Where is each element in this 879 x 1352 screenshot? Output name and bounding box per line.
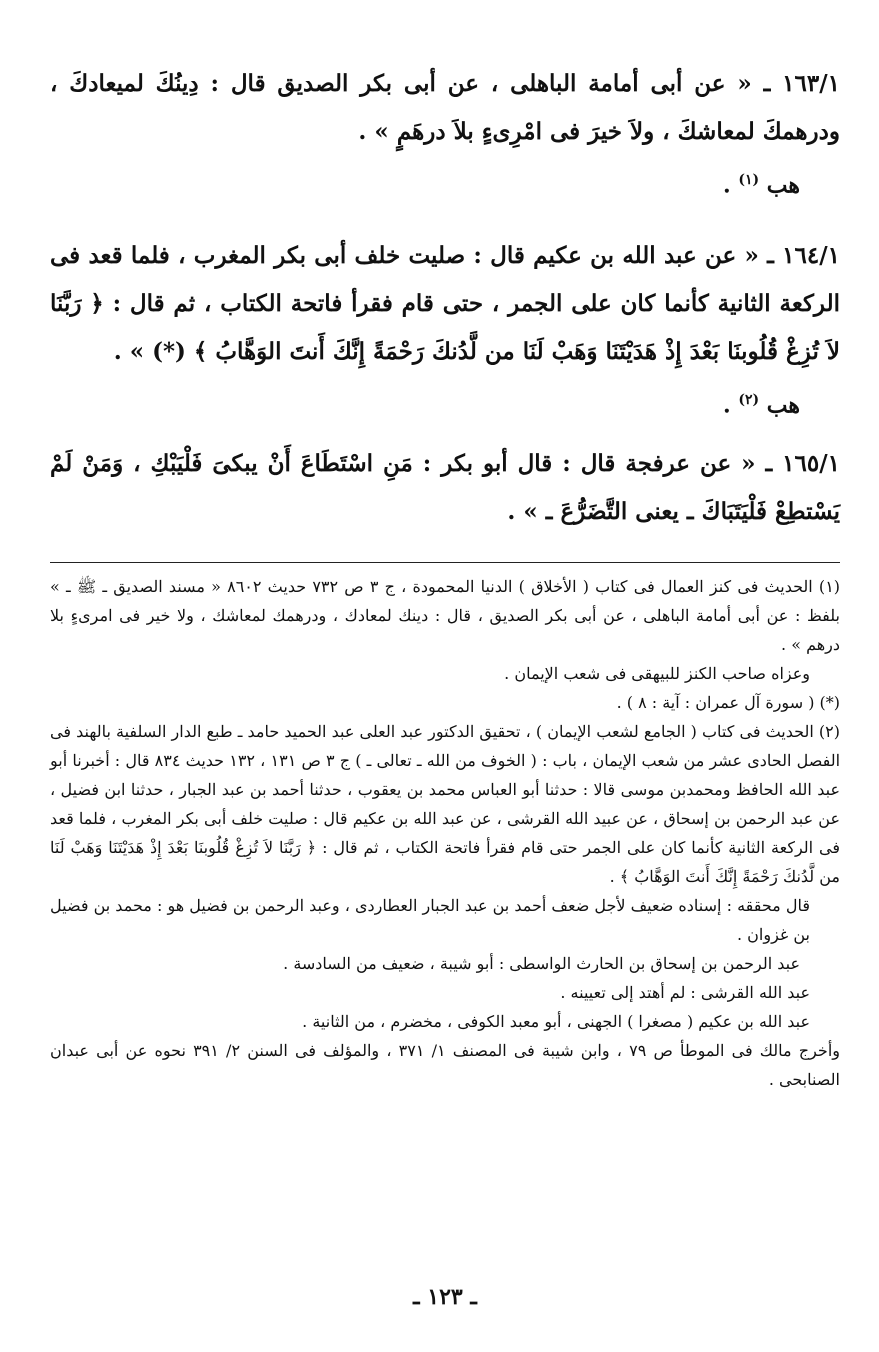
hadith-163 (50, 60, 840, 209)
footnote-1: (١) الحديث فى كنز العمال فى كتاب ( الأخلاق ) الدنيا المحمودة ، ج ٣ ص ٧٣٢ حديث ٨٦٠٢ « مسند الصديق ـ ﷺ ـ » بلفظ : عن أبى أمامة الباهلى ، عن أبى بكر الصديق ، قال : دينك لمعادك ، ودرهمك لمعاشك ، ولا خير فى امرىءٍ بلا درهم » . (50, 577, 841, 654)
footnote-divider (50, 562, 840, 563)
footnote-2-takhrij: وأخرج مالك فى الموطأ ص ٧٩ ، وابن شيبة فى المصنف ١/ ٣٧١ ، والمؤلف فى السنن ٢/ ٣٩١ نحوه عن أبى عبدان الصنابحى . (50, 1041, 840, 1089)
source-abbrev: هب (766, 172, 800, 199)
hadith-source: هب $^{(١)}$ . (723, 172, 800, 199)
footnote-star: (*) ( سورة آل عمران : آية : ٨ ) . (616, 693, 840, 712)
footnote-2: (٢) الحديث فى كتاب ( الجامع لشعب الإيمان ) ، تحقيق الدكتور عبد العلى عبد الحميد حامد ـ طبع الدار السلفية بالهند فى الفصل الحادى عشر من شعب الإيمان ، باب : ( الخوف من الله ـ تعالى ـ ) ج ٣ ص ١٣١ ، ١٣٢ حديث ٨٣٤ قال : أخبرنا أبو عبد الله الحافظ ومحمدبن موسى قالا : حدثنا أبو العباس محمد بن يعقوب ، حدثنا أحمد بن عبد الجبار ، حدثنا ابن فضيل ، عن عبد الرحمن بن إسحاق ، عن عبيد الله القرشى ، عن عبد الله بن عكيم قال : صليت خلف أبى بكر المغرب ، فلما قعد فى الركعة الثانية كأنما كان على الجمر حتى قام فقرأ فاتحة الكتاب ، ثم قال : ﴿ رَبَّنَا لاَ تُزِغْ قُلُوبنَا بَعْدَ إِذْ هَدَيْتَنَا وَهَبْ لَنَا من لَّدُنكَ رَحْمَةً إِنَّكَ أَنتَ الوَهَّابُ ﴾ . (50, 722, 841, 886)
footnote-ref: (٢) (738, 392, 760, 408)
hadith-source: هب $^{(٢)}$ . (723, 392, 800, 419)
hadith-165 (50, 440, 840, 536)
footnote-2-isnad: قال محققه : إسناده ضعيف لأجل ضعف أحمد بن عبد الجبار العطاردى ، وعبد الرحمن بن فضيل هو : محمد بن فضيل بن غزوان . (50, 896, 810, 944)
narrator-note: عبد الرحمن بن إسحاق بن الحارث الواسطى : أبو شيبة ، ضعيف من السادسة . (283, 954, 800, 973)
source-abbrev: هب (766, 392, 800, 419)
narrator-note: عبد الله بن عكيم ( مصغرا ) الجهنى ، أبو معبد الكوفى ، مخضرم ، من الثانية . (302, 1012, 810, 1031)
footnote-ref: (١) (738, 172, 760, 188)
hadith-text: ١٦٤/١ ـ « عن عبد الله بن عكيم قال : صليت خلف أبى بكر المغرب ، فلما قعد فى الركعة الثانية كأنما كان على الجمر ، حتى قام فقرأ فاتحة الكتاب ، ثم قال : ﴿ رَبَّنَا لاَ تُزِغْ قُلُوبنَا بَعْدَ إِذْ هَدَيْتَنَا وَهَبْ لَنَا من لَّدُنكَ رَحْمَةً إِنَّكَ أَنتَ الوَهَّابُ ﴾ (*) » . (50, 242, 840, 365)
footnote-1-attribution: وعزاه صاحب الكنز للبيهقى فى شعب الإيمان . (504, 664, 810, 683)
hadith-text: ١٦٣/١ ـ « عن أبى أمامة الباهلى ، عن أبى بكر الصديق قال : دِينُكَ لميعادكَ ، ودرهمكَ لمعاشكَ ، ولاَ خيرَ فى امْرِىءٍ بلاَ درهَمٍ » . (50, 70, 840, 145)
document-page (50, 50, 840, 1320)
hadith-text: ١٦٥/١ ـ « عن عرفجة قال : قال أبو بكر : مَنِ اسْتَطَاعَ أَنْ يبكىَ فَلْيَبْكِ ، وَمَنْ لَمْ يَسْتطِعْ فَلْيَتَبَاكَ ـ يعنى التَّضَرُّعَ ـ » . (50, 450, 840, 525)
footnotes-section (50, 572, 840, 1094)
page-number: ـ ١٢٣ ـ (413, 1284, 477, 1310)
narrator-note: عبد الله القرشى : لم أهتد إلى تعيينه . (560, 983, 810, 1002)
hadith-164 (50, 232, 840, 429)
